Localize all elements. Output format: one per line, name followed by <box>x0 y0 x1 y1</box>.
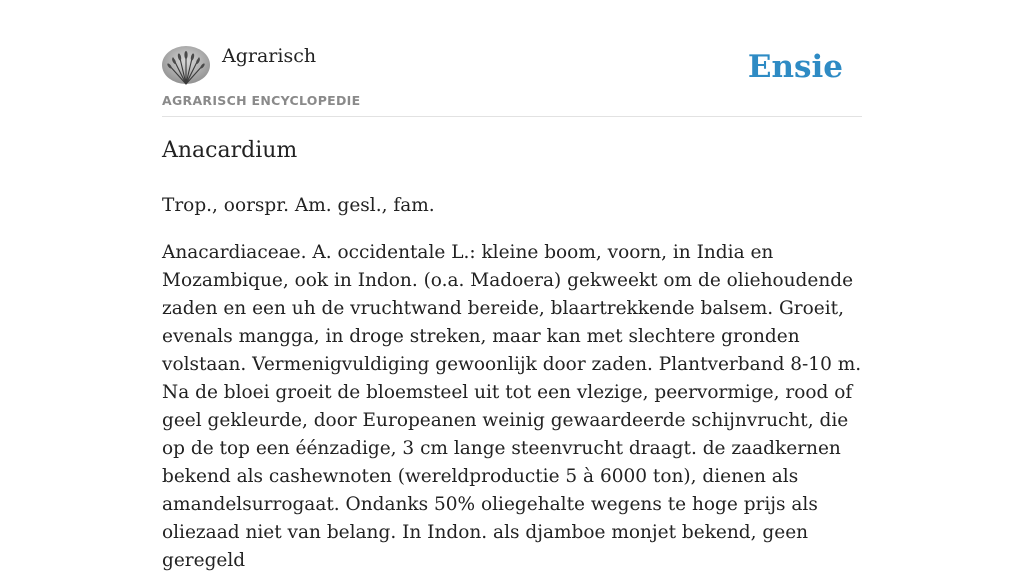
wheat-sheaf-logo-icon[interactable] <box>162 46 210 84</box>
source-header <box>162 0 862 117</box>
ensie-brand-link[interactable]: Ensie <box>747 49 843 85</box>
entry-paragraph: Anacardiaceae. A. occidentale L.: kleine boom, voorn, in India en Mozambique, ook in Indon. (o.a. Madoera) gekweekt om de oliehoudende zaden en een uh de vruchtwand bereide, blaartrekkende balsem. Groeit, evenals mangga, in droge streken, maar kan met slechtere gronden volstaan. Vermenigvuldiging gewoonlijk door zaden. Plantverband 8-10 m. Na de bloei groeit de bloemsteel uit tot een vlezige, peervormige, rood of geel gekleurde, door Europeanen weinig gewaardeerde schijnvrucht, die op de top een éénzadige, 3 cm lange steenvrucht draagt. de zaadkernen bekend als cashewnoten (wereldproductie 5 à 6000 ton), dienen als amandelsurrogaat. Ondanks 50% oliegehalte wegens te hoge prijs als oliezaad niet van belang. In Indon. als djamboe monjet bekend, geen geregeld <box>162 242 862 571</box>
entry-paragraph: Trop., oorspr. Am. gesl., fam. <box>162 195 435 216</box>
entry-title: Anacardium <box>162 138 298 163</box>
source-title[interactable]: Agrarisch <box>222 45 317 67</box>
source-subtitle: AGRARISCH ENCYCLOPEDIE <box>162 93 361 108</box>
article-page <box>162 0 862 571</box>
